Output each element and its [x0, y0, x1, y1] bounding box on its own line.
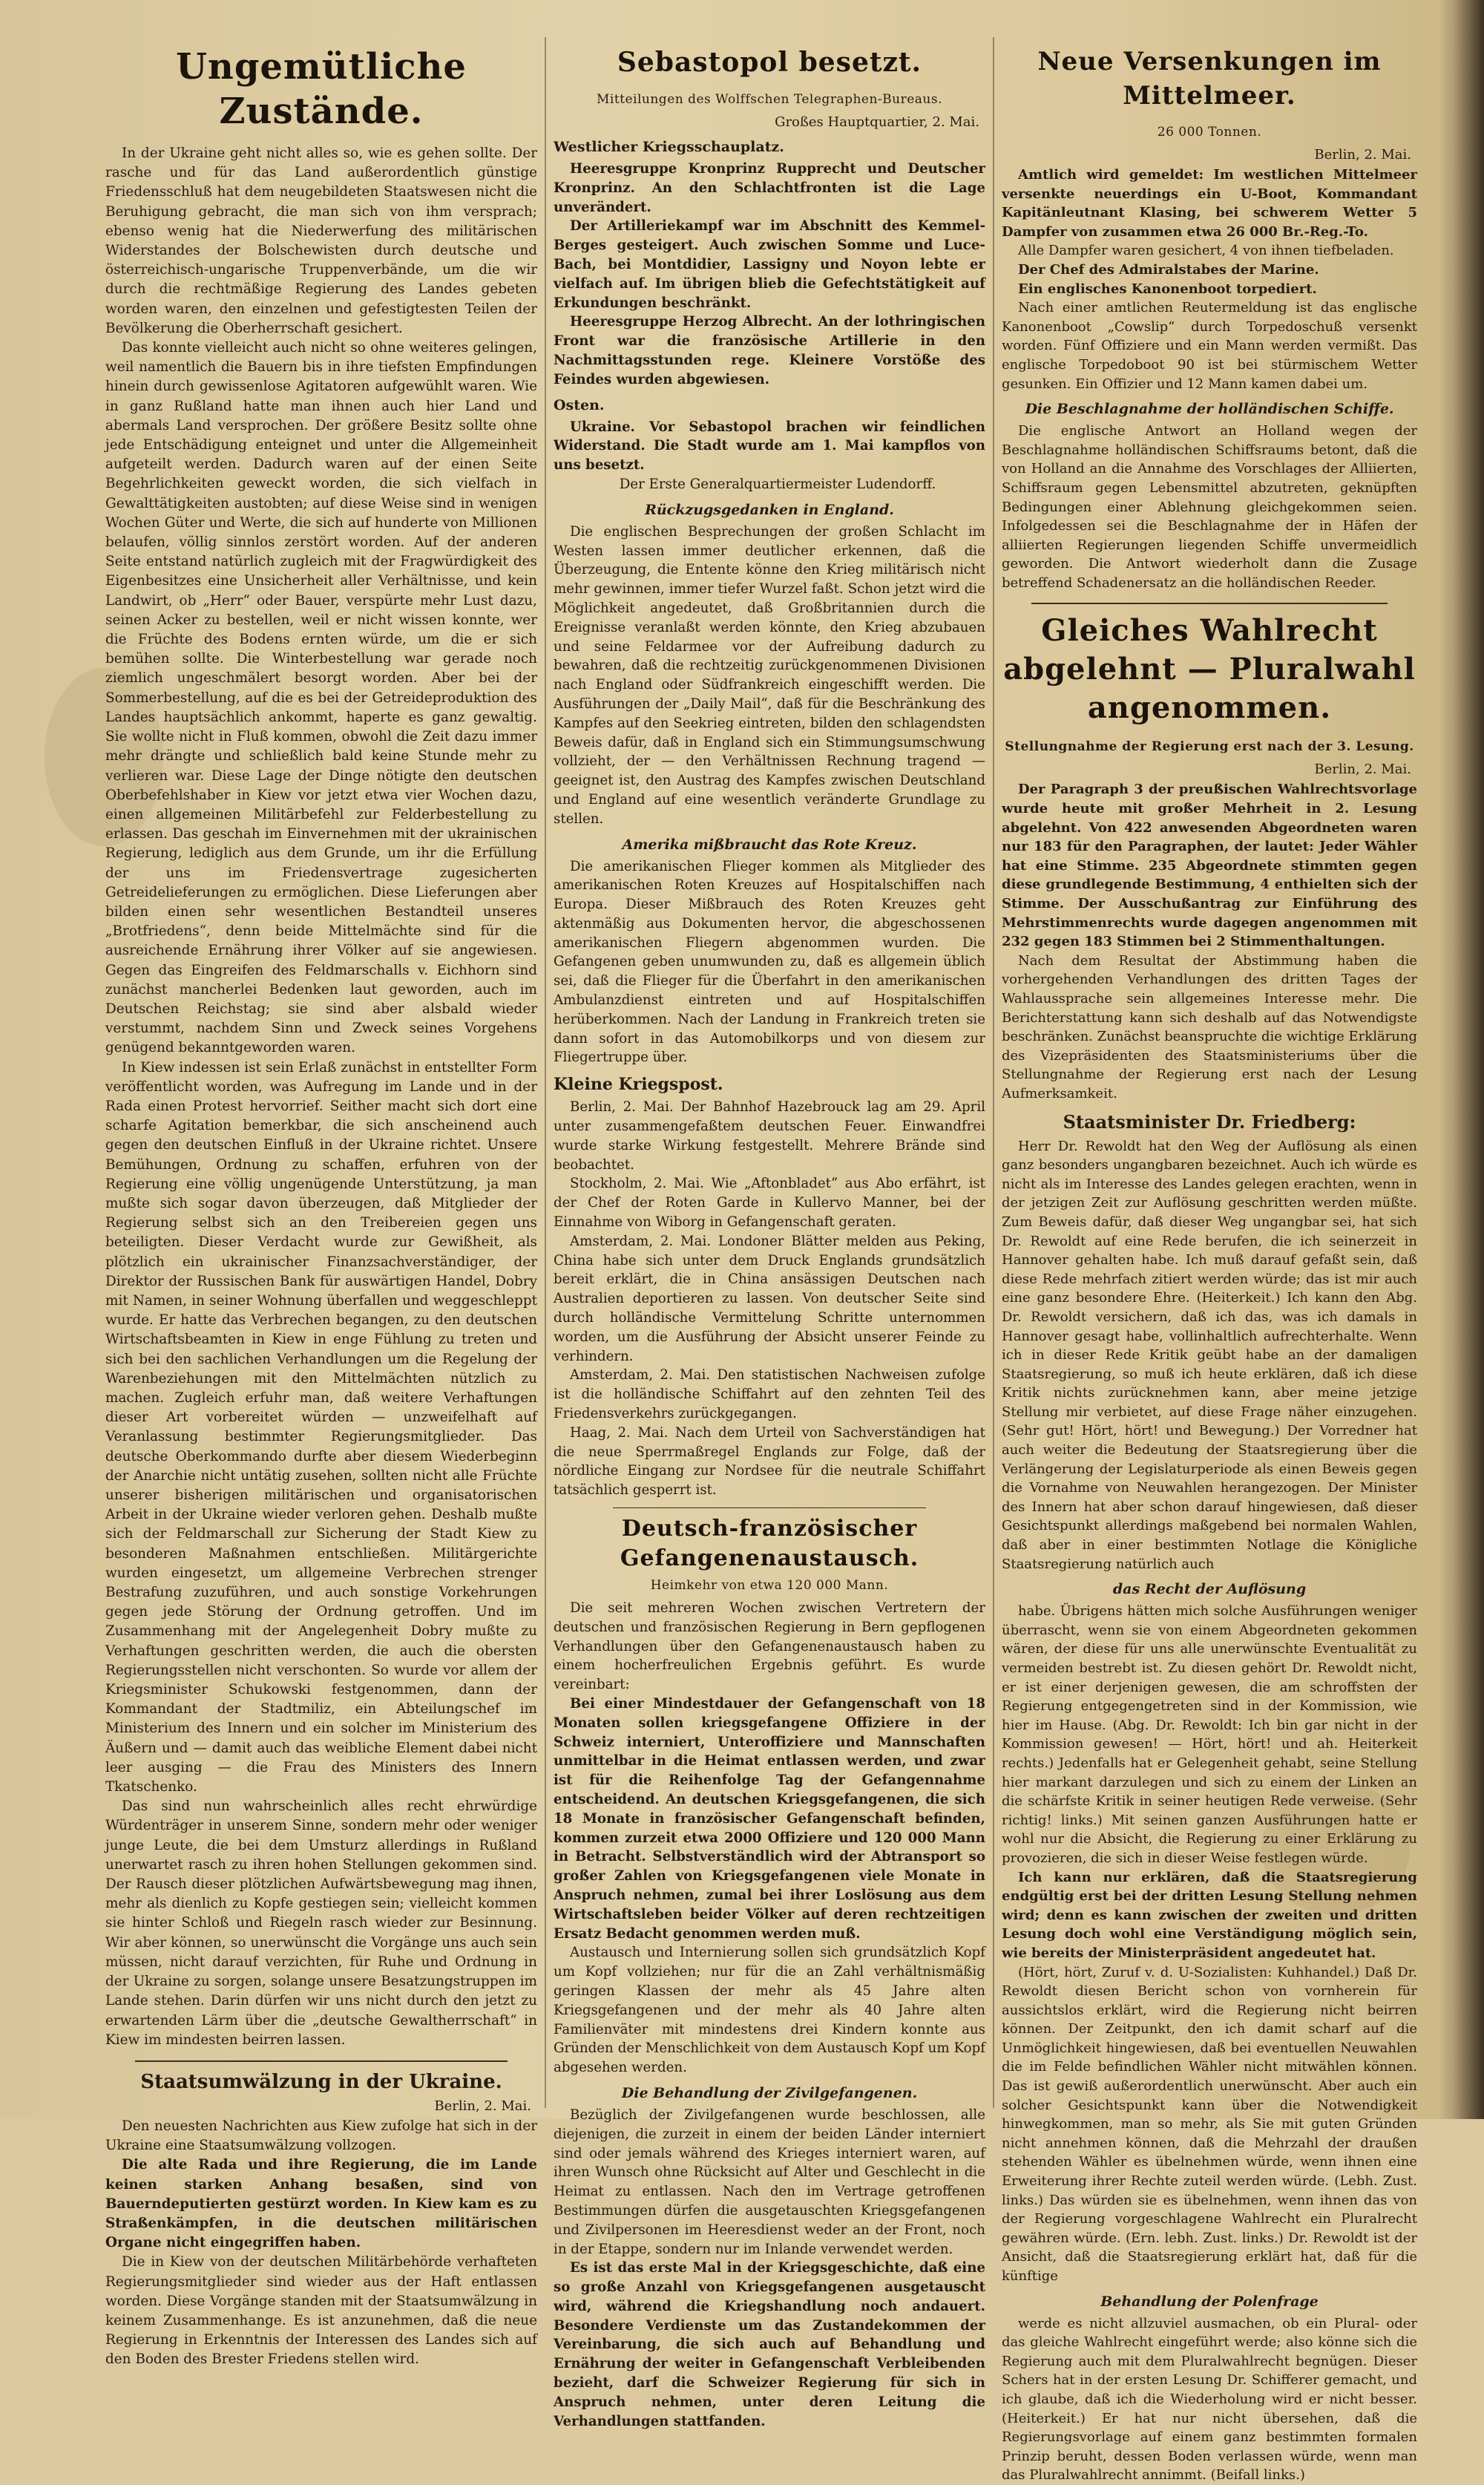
paragraph: Der Chef des Admiralstabes der Marine.: [1018, 261, 1319, 278]
page-edge-shadow: [1451, 0, 1484, 2119]
minister-speech: Herr Dr. Rewoldt hat den Weg der Auflösung als einen ganz besonders ungangbaren bezeichnet. Auch ich würde es nicht als im Interesse des Landes gelegen erachten, wenn in der jetzigen Zeit zur Auflösung geschritten werden müßte. Zum Beweis dafür, daß dieser Weg ungangbar sei, hat sich Dr. Rewoldt auf eine Rede berufen, die ich seinerzeit in Hannover gehalten habe. Ich muß darauf gefaßt sein, daß diese Rede mehrfach zitiert werden würde; das ist mir auch eine ganz besondere Ehre. (Heiterkeit.) Ich kann den Abg. Dr. Rewoldt versichern, daß ich das, was ich damals in Hannover gesagt habe, vollinhaltlich aufrechterhalte. Wenn ich in dieser Rede Kritik geübt habe an der damaligen Staatsregierung, so muß ich heute erklären, daß ich diese Kritik nichts zurücknehmen kann, aber meine jetzige Stellung mir verbietet, auf diese Frage näher einzugehen. (Sehr gut! Hört, hört! und Bewegung.) Der Vorredner hat auch weiter die Bedeutung der Staatsregierung über die Verlängerung der Legislaturperiode als einen Beweis gegen die Vornahme von Neuwahlen herangezogen. Der Minister des Innern hat aber schon darauf hingewiesen, daß dieser Gesichtspunkt allerdings maßgebend bei normalen Wahlen, daß aber in einer bestimmten Notlage die Königliche Staatsregierung natürlich auch: [1002, 1138, 1417, 1572]
column-rule: [993, 37, 994, 2108]
paragraph: Den neuesten Nachrichten aus Kiew zufolge hat sich in der Ukraine eine Staatsumwälzung vollzogen.: [105, 2118, 537, 2154]
dateline: Berlin, 2. Mai.: [1314, 147, 1411, 163]
section-heading-polen: Behandlung der Polenfrage: [1100, 2293, 1319, 2310]
section-heading-dissolve: das Recht der Auflösung: [1112, 1581, 1307, 1598]
gunboat-report: Nach einer amtlichen Reutermeldung ist das englische Kanonenboot „Cowslip“ durch Torpedoschuß versenkt worden. Fünf Offiziere und ein Mann werden vermißt. Das englische Torpedoboot 90 ist bei stürmischem Wetter gesunken. Ein Offizier und 12 Mann kamen dabei um.: [1002, 300, 1417, 392]
paragraph: Ein englisches Kanonenboot torpediert.: [1018, 281, 1317, 297]
section-body: [554, 1098, 985, 1500]
section-heading-minister: Staatsminister Dr. Friedberg:: [1063, 1110, 1356, 1133]
section-body: [1002, 166, 1417, 298]
dateline: Berlin, 2. Mai.: [434, 2098, 531, 2114]
section-body: [105, 2117, 537, 2370]
paragraph: Bei einer Mindestdauer der Gefangenschaft von 18 Monaten sollen kriegsgefangene Offiziere in der Schweiz interniert, Unteroffiziere und Mannschaften unmittelbar in die Heimat entlassen werden, und zwar ist für die Reihenfolge Tag der Gefangennahme entscheidend. An deutschen Kriegsgefangenen, die sich 18 Monate in französischer Gefangenschaft befinden, kommen zurzeit etwa 2000 Offiziere und 120 000 Mann in Betracht. Selbstverständlich wird der Abtransport so großer Zahlen von Kriegsgefangenen viele Monate in Anspruch nehmen, zumal bei ihrer Loslösung aus dem Wirtschaftsleben beider Völker auf deren rechtzeitigen Ersatz Bedacht genommen werden muß.: [554, 1695, 985, 1942]
article-subtitle: Heimkehr von etwa 120 000 Mann.: [650, 1578, 889, 1593]
paragraph: In der Ukraine geht nicht alles so, wie es gehen sollte. Der rasche und für das Land außerordentlich günstige Friedensschluß hat dem neugebildeten Staatswesen nicht die Beruhigung gebracht, die man sich von ihm versprach; ebenso wenig hat die Niederwerfung des militärischen Widerstandes der Bolschewisten durch deutsche und österreichisch-ungarische Truppenverbände, um die wir durch die rechtmäßige Regierung des Landes gebeten worden waren, den einzelnen und gefestigtesten Teilen der Bevölkerung die Oberherrschaft gesichert.: [105, 145, 537, 336]
paragraph: Haag, 2. Mai. Nach dem Urteil von Sachverständigen hat die neue Sperrmaßregel Englands zur Folge, daß der nördliche Eingang zur Nordsee für die neutrale Schiffahrt tatsächlich gesperrt ist.: [554, 1424, 985, 1499]
paragraph: Der Artilleriekampf war im Abschnitt des Kemmel-Berges gesteigert. Auch zwischen Somme und Luce-Bach, bei Montdidier, Lassigny und Noyon lebte er vielfach auf. Im übrigen blieb die Gefechtstätigkeit auf Erkundungen beschränkt.: [554, 218, 985, 311]
dutch-report: Die englische Antwort an Holland wegen der Beschlagnahme holländischen Schiffsraums betont, daß die von Holland an die Annahme des Vorschlages der Alliierten, Schiffsraum gegen Lebensmittel abzutreten, geknüpften Bedingungen einer Ablehnung gleichgekommen seien. Infolgedessen sei die Beschlagnahme der in Häfen der alliierten Regierungen liegenden Schiffe unvermeidlich geworden. Die Antwort wiederholt dann die Zusage betreffend Schadenersatz an die holländischen Reeder.: [1002, 423, 1417, 591]
paragraph: Die seit mehreren Wochen zwischen Vertretern der deutschen und französischen Regierung in Bern gepflogenen Verhandlungen über den Gefangenenaustausch haben zu einem hocherfreulichen Ergebnis geführt. Es wurde vereinbart:: [554, 1600, 985, 1693]
paragraph: Das konnte vielleicht auch nicht so ohne weiteres gelingen, weil namentlich die Bauern bis in ihre tiefsten Empfindungen hinein durch gewissenlose Agitatoren aufgewühlt waren. Wie in ganz Rußland hatte man ihnen auch hier Land und abermals Land versprochen. Der größere Besitz sollte ohne jede Entschädigung enteignet und unter die Allgemeinheit aufgeteilt werden. Dadurch waren auf der einen Seite Begehrlichkeiten geweckt worden, die sich vielfach in Gewalttätigkeiten austobten; auf diese Weise sind in wenigen Wochen Güter und Werte, die sich auf hunderte von Millionen belaufen, völlig sinnlos zerstört worden. Auf der anderen Seite entstand natürlich zugleich mit der Fragwürdigkeit des Eigenbesitzes eine Unsicherheit aller Verhältnisse, und kein Landwirt, ob „Herr“ oder Bauer, verspürte mehr Lust dazu, seinen Acker zu bestellen, weil er nicht wissen konnte, wer die Früchte des Bodens ernten würde, um die er sich bemühen sollte. Die Winterbestellung war gerade noch ziemlich ungeschmälert besorgt worden. Aber bei der Sommerbestellung, auf die es bei der Getreideproduktion des Landes hauptsächlich ankommt, haperte es ganz gewaltig. Sie wollte nicht in Fluß kommen, obwohl die Zeit dazu immer mehr drängte und schließlich bald keine Stunde mehr zu verlieren war. Diese Lage der Dinge nötigte den deutschen Oberbefehlshaber in Kiew vor jetzt etwa vier Wochen dazu, einen allgemeinen Militärbefehl zur Felderbestellung zu erlassen. Das geschah im Einvernehmen mit der ukrainischen Regierung, lediglich aus dem Grunde, um ihr die Erfüllung der uns im Friedensvertrage zugesicherten Getreidelieferungen zu ermöglichen. Diese Lieferungen aber bilden einen sehr wesentlichen Bestandteil unseres „Brotfriedens“, denn beide Mittelmächte sind für die ausreichende Ernährung ihrer Völker auf sie angewiesen. Gegen das Eingreifen des Feldmarschalls v. Eichhorn sind zunächst mancherlei Bedenken laut geworden, auch im Deutschen Reichstag; sie sind aber alsbald wieder verstummt, nachdem Sinn und Zweck seines Vorgehens genügend bekanntgeworden waren.: [105, 340, 537, 1056]
paragraph: Das sind nun wahrscheinlich alles recht ehrwürdige Würdenträger in unserem Sinne, sondern mehr oder weniger junge Leute, die bei dem Umsturz allerdings in Rußland unerwartet rasch zu ihren hohen Stellungen gekommen sind. Der Rausch dieser plötzlichen Aufwärtsbewegung mag ihnen, mehr als dienlich zu Kopfe gestiegen sein; vielleicht kommen sie hinter Schloß und Riegeln rasch wieder zur Besinnung. Wir aber können, so unerwünscht die Vorgänge uns auch sein müssen, nicht darauf verzichten, für Ruhe und Ordnung in der Ukraine zu sorgen, solange unsere Besatzungstruppen im Lande stehen. Darin dürfen wir uns nicht durch den jetzt zu erwartenden Lärm über die „deutsche Gewaltherrschaft“ in Kiew im mindesten beirren lassen.: [105, 1798, 537, 2048]
paragraph: Amsterdam, 2. Mai. Den statistischen Nachweisen zufolge ist die holländische Schiffahrt auf den zehnten Teil des Friedensverkehrs zurückgegangen.: [554, 1367, 985, 1422]
section-divider: [1031, 603, 1388, 604]
article-subtitle: Stellungnahme der Regierung erst nach der 3. Lesung.: [1005, 739, 1414, 755]
paragraph: In Kiew indessen ist sein Erlaß zunächst in entstellter Form veröffentlicht worden, was Aufregung im Lande und in der Rada einen Protest hervorrief. Seither macht sich dort eine scharfe Agitation bemerkbar, die sich anscheinend auch gegen den deutschen Einfluß in der Ukraine richtet. Unsere Bemühungen, Ordnung zu schaffen, erfuhren von der Regierung eine völlig ungenügende Unterstützung, ja man mußte sich sogar davon überzeugen, daß Mitglieder der Regierung selbst sich an den Treibereien gegen uns beteiligten. Dieser Verdacht wurde zur Gewißheit, als plötzlich ein ukrainischer Finanzsachverständiger, der Direktor der Russischen Bank für auswärtigen Handel, Dobry mit Namen, in seiner Wohnung überfallen und weggeschleppt wurde. Er hatte das Verbrechen begangen, zu den deutschen Wirtschaftsbeamten in Kiew in enge Fühlung zu treten und sich bei den sachlichen Verhandlungen um die Regelung der Warenbeziehungen mit den Mittelmächten nützlich zu machen. Zugleich erfuhr man, daß weitere Verhaftungen dieser Art vorbereitet würden — unzweifelhaft auf Veranlassung bestimmter Regierungsmitglieder. Das deutsche Oberkommando durfte aber diesem Wiederbeginn der Anarchie nicht untätig zusehen, sollten nicht alle Früchte unserer bisherigen militärischen und organisatorischen Arbeit in der Ukraine wieder verloren gehen. Deshalb mußte sich der Feldmarschall zur Sicherung der Stadt Kiew zu besonderen Maßnahmen entschließen. Militärgerichte wurden eingesetzt, um allgemeine Verbrechen strenger Bestrafung zuzuführen, und auch sonstige Vorkehrungen gegen jede Störung der Ordnung getroffen. Und im Zusammenhang mit der Angelegenheit Dobry mußte zu Verhaftungen geschritten werden, die auch die obersten Regierungsstellen nicht verschonten. So wurde vor allem der Kriegsminister Schukowski festgenommen, dann der Kommandant der Stadtmiliz, ein Abteilungschef im Ministerium des Innern und ein solcher im Ministerium des Äußern und — damit auch das weibliche Element dabei nicht leer ausging — die Frau des Ministers des Innern Tkatschenko.: [105, 1059, 537, 1795]
section-heading-east: Osten.: [554, 396, 605, 413]
section-heading-west: Westlicher Kriegsschauplatz.: [554, 139, 784, 155]
england-report: Die englischen Besprechungen der großen Schlacht im Westen lassen immer deutlicher erkennen, daß die Überzeugung, die Entente könne den Krieg militärisch nicht mehr gewinnen, immer tiefer Wurzel faßt. Schon jetzt wird die Möglichkeit angedeutet, daß Großbritannien durch die Ereignisse veranlaßt werden könnte, den Krieg abzubauen und seine Feldarmee vor der Aufreibung dadurch zu bewahren, daß die rechtzeitig zurückgenommenen Divisionen nach England oder Südfrankreich eingeschifft werden. Die Ausführungen der „Daily Mail“, daß für die Beschränkung des Kampfes auf den Seekrieg eintreten, bilden den schlagendsten Beweis dafür, daß in England sich ein Stimmungsumschwung vollzieht, der — den Verhältnissen Rechnung tragend — geeignet ist, den Austrag des Kampfes zwischen Deutschland und England auf eine wesentlich veränderte Grundlage zu stellen.: [554, 523, 985, 827]
section-body: [554, 1599, 985, 2078]
article-headline: Deutsch-französischer Gefangenenaustausch.: [620, 1516, 919, 1571]
paragraph: Heeresgruppe Kronprinz Rupprecht und Deutscher Kronprinz. An den Schlachtfronten ist die Lage unverändert.: [554, 161, 985, 215]
article-body: [105, 144, 537, 2050]
paragraph: Berlin, 2. Mai. Der Bahnhof Hazebrouck lag am 29. April unter zusammengefaßtem deutschen Feuer. Einwandfrei wurde starke Wirkung festgestellt. Mehrere Brände sind beobachtet.: [554, 1099, 985, 1173]
paragraph: Bezüglich der Zivilgefangenen wurde beschlossen, alle diejenigen, die zurzeit in einem der beiden Länder interniert sind oder jemals während des Krieges interniert waren, auf ihren Wunsch ohne Rücksicht auf Alter und Geschlecht in die Heimat zu entlassen. Nach den im Vertrage getroffenen Bestimmungen dürfen die ausgetauschten Kriegsgefangenen und Zivilpersonen im Heeresdienst weder an der Front, noch in der Etappe, sondern nur im Inlande verwendet werden.: [554, 2106, 985, 2257]
section-heading-kleine-kriegspost: Kleine Kriegspost.: [554, 1075, 723, 1095]
dateline: Berlin, 2. Mai.: [1314, 762, 1411, 778]
polen-speech: werde es nicht allzuviel ausmachen, ob ein Plural- oder das gleiche Wahlrecht eingeführt werde; also könne sich die Regierung auch mit dem Pluralwahlrecht begnügen. Dieser Schers hat in der ersten Lesung Dr. Schifferer gemacht, und ich glaube, daß ich die Wiederholung wird er nicht besser. (Heiterkeit.) Er hat nur nicht übersehen, daß die Regierungsvorlage auf einem ganz bestimmten formalen Prinzip beruht, dessen Boden verlassen würde, wenn man das Pluralwahlrecht annimmt. (Beifall links.): [1002, 2315, 1417, 2484]
column-left: [105, 45, 537, 2368]
article-headline: Ungemütliche Zustände.: [176, 46, 467, 132]
vote-result: Der Paragraph 3 der preußischen Wahlrechtsvorlage wurde heute mit großer Mehrheit in 2. Lesung abgelehnt. Von 422 anwesenden Abgeordneten waren nur 183 für den Paragraphen, der lautet: Jeder Wähler hat eine Stimme. 235 Abgeordnete stimmten gegen diese grundlegende Bestimmung, 4 enthielten sich der Stimme. Der Ausschußantrag zur Einführung des Mehrstimmenrechts wurde dagegen angenommen mit 232 gegen 183 Stimmen bei 2 Stimmenthaltungen.: [1002, 782, 1417, 950]
signature: Der Erste Generalquartiermeister Ludendorff.: [619, 476, 936, 492]
dissolve-speech: habe. Übrigens hätten mich solche Ausführungen weniger überrascht, wenn sie von einem Abgeordneten gekommen wären, der diese für uns alle unerwünschte Eventualität zu vermeiden bestrebt ist. Zu diesen gehört Dr. Rewoldt nicht, er ist einer derjenigen gewesen, die am schroffsten der Regierung entgegengetreten sind in der Kommission, wie hier im Hause. (Abg. Dr. Rewoldt: Ich bin gar nicht in der Kommission gewesen! — Hört, hört! und ah. Heiterkeit rechts.) Jedenfalls hat er Gelegenheit gehabt, seine Stellung hier markant darzulegen und sich zu einem der Linken an die schärfste Kritik in seiner heutigen Rede verweise. (Sehr richtig! links.) Mit seinen ganzen Ausführungen hatte er wohl nur die Absicht, die Regierung zu einer Erklärung zu provozieren, die sich in dieser Weise festlegen würde.: [1002, 1603, 1417, 1866]
section-heading-civil: Die Behandlung der Zivilgefangenen.: [621, 2084, 918, 2101]
paragraph: Stockholm, 2. Mai. Wie „Aftonbladet“ aus Abo erfährt, ist der Chef der Roten Garde in Kullervo Manner, bei der Einnahme von Wiborg in Gefangenschaft geraten.: [554, 1176, 985, 1231]
column-right: [1002, 45, 1417, 2484]
section-divider: [135, 2060, 508, 2062]
column-rule: [545, 37, 546, 2108]
section-divider: [613, 1507, 926, 1508]
paragraph: Es ist das erste Mal in der Kriegsgeschichte, daß eine so große Anzahl von Kriegsgefangenen ausgetauscht wird, während die Kriegshandlung noch andauert. Besondere Verdienste um das Zustandekommen der Vereinbarung, die sich auch auf Behandlung und Ernährung der weiter in Gefangenschaft Verbleibenden bezieht, darf die Schweizer Regierung für sich in Anspruch nehmen, unter deren Leitung die Verhandlungen stattfanden.: [554, 2260, 985, 2429]
vote-report: Nach dem Resultat der Abstimmung haben die vorhergehenden Verhandlungen des dritten Tages der Wahlaussprache sein allgemeines Interesse mehr. Die Berichterstattung kann sich deshalb auf das Notwendigste beschränken. Zunächst beanspruchte die wichtige Erklärung des Vizepräsidenten des Staatsministeriums über die Stellungnahme der Regierung erst nach der Lesung Aufmerksamkeit.: [1002, 952, 1417, 1101]
section-heading-dutch: Die Beschlagnahme der holländischen Schiffe.: [1025, 401, 1394, 418]
section-headline: Staatsumwälzung in der Ukraine.: [140, 2070, 502, 2093]
east-report: Ukraine. Vor Sebastopol brachen wir feindlichen Widerstand. Die Stadt wurde am 1. Mai kampflos von uns besetzt.: [554, 419, 985, 474]
article-headline: Sebastopol besetzt.: [617, 47, 922, 78]
section-body: [554, 160, 985, 390]
paragraph: Alle Dampfer waren gesichert, 4 von ihnen tiefbeladen.: [1018, 243, 1394, 259]
article-headline: Gleiches Wahlrecht abgelehnt — Pluralwahl angenommen.: [1003, 613, 1416, 726]
redcross-report: Die amerikanischen Flieger kommen als Mitglieder des amerikanischen Roten Kreuzes auf Hospitalschiffen nach Europa. Dieser Mißbrauch des Roten Kreuzes geht aktenmäßig aus Dokumenten hervor, die abgeschossenen amerikanischen Fliegern abgenommen wurden. Die Gefangenen geben unumwunden zu, daß es allgemein üblich sei, daß die Flieger für die Überfahrt in den amerikanischen Ambulanzdienst eintreten und auf Hospitalschiffen herüberkommen. Nach der Landung in Frankreich treten sie dann sofort in das Automobilkorps und von diesem zur Fliegertruppe über.: [554, 858, 985, 1066]
article-headline: Neue Versenkungen im Mittelmeer.: [1037, 47, 1382, 111]
paragraph: Amtlich wird gemeldet: Im westlichen Mittelmeer versenkte neuerdings ein U-Boot, Kommandant Kapitänleutnant Klasing, bei schwerem Wetter 5 Dampfer von zusammen etwa 26 000 Br.-Reg.-To.: [1002, 167, 1417, 240]
paragraph: Heeresgruppe Herzog Albrecht. An der lothringischen Front war die französische Artillerie in den Nachmittagsstunden rege. Kleinere Vorstöße des Feindes wurden abgewiesen.: [554, 314, 985, 387]
article-subtitle: Mitteilungen des Wolffschen Telegraphen-Bureaus.: [596, 92, 943, 107]
section-heading-redcross: Amerika mißbraucht das Rote Kreuz.: [622, 836, 917, 853]
paragraph: Die alte Rada und ihre Regierung, die im Lande keinen starken Anhang besaßen, sind von Bauerndeputierten gestürzt worden. In Kiew kam es zu Straßenkämpfen, in die deutschen militärischen Organe nicht eingegriffen haben.: [105, 2157, 537, 2251]
paragraph: Austausch und Internierung sollen sich grundsätzlich Kopf um Kopf vollziehen; nur für die an Zahl verhältnismäßig geringen Klassen der mehr als 45 Jahre alten Kriegsgefangenen und der mehr als 40 Jahre alten Familienväter mit mindestens drei Kindern konnte aus Gründen der Menschlichkeit von dem Austausch Kopf um Kopf abgesehen werden.: [554, 1945, 985, 2076]
article-subtitle: 26 000 Tonnen.: [1157, 125, 1262, 140]
explain-statement: Ich kann nur erklären, daß die Staatsregierung endgültig erst bei der dritten Lesung Stellung nehmen wird; denn es kann zwischen der zweiten und dritten Lesung doch wohl eine Verständigung möglich sein, wie bereits der Ministerpräsident angedeutet hat.: [1002, 1869, 1417, 1961]
explain-speech: (Hört, hört, Zuruf v. d. U-Sozialisten: Kuhhandel.) Daß Dr. Rewoldt diesen Bericht schon von vornherein für aussichtslos erklärt, wird die Regierung nicht beirren können. Der Zeitpunkt, den ich damit scharf auf die Unmöglichkeit hingewiesen, daß bei eventuellen Neuwahlen die im Felde befindlichen Wähler nicht mitwählen können. Das ist gewiß außerordentlich unerwünscht. Aber auch ein solcher Gesichtspunkt kann über die Notwendigkeit hinwegkommen, man so mehr, als Sie mit guten Gründen nicht annehmen können, daß die Mehrzahl der draußen stehenden Wähler es übelnehmen würde, wenn ihnen eine Erweiterung ihrer Rechte zuteil werden würde. (Lebh. Zust. links.) Das würden sie es übelnehmen, wenn ihnen das von der Regierung vorgeschlagene Wahlrecht ein Pluralrecht gewähren würde. (Ern. lebh. Zust. links.) Dr. Rewoldt ist der Ansicht, daß die Staatsregierung erklärt hat, daß für die künftige: [1002, 1964, 1417, 2284]
section-heading-england: Rückzugsgedanken in England.: [645, 501, 894, 518]
paragraph: Die in Kiew von der deutschen Militärbehörde verhafteten Regierungsmitglieder sind wieder aus der Haft entlassen worden. Diese Vorgänge standen mit der Staatsumwälzung in keinem Zusammenhange. Es ist anzunehmen, daß die neue Regierung in Erkenntnis der Interessen des Landes sich auf den Boden des Brester Friedens stellen wird.: [105, 2254, 537, 2368]
dateline: Großes Hauptquartier, 2. Mai.: [775, 114, 979, 130]
section-body: [554, 2106, 985, 2432]
column-middle: [554, 45, 985, 2429]
paragraph: Amsterdam, 2. Mai. Londoner Blätter melden aus Peking, China habe sich unter dem Druck Englands grundsätzlich bereit erklärt, die in China ansässigen Deutschen nach Australien deportieren zu lassen. Von deutscher Seite sind durch holländische Vermittelung Schritte unternommen worden, um die Ausführung der Absicht unserer Feinde zu verhindern.: [554, 1233, 985, 1364]
